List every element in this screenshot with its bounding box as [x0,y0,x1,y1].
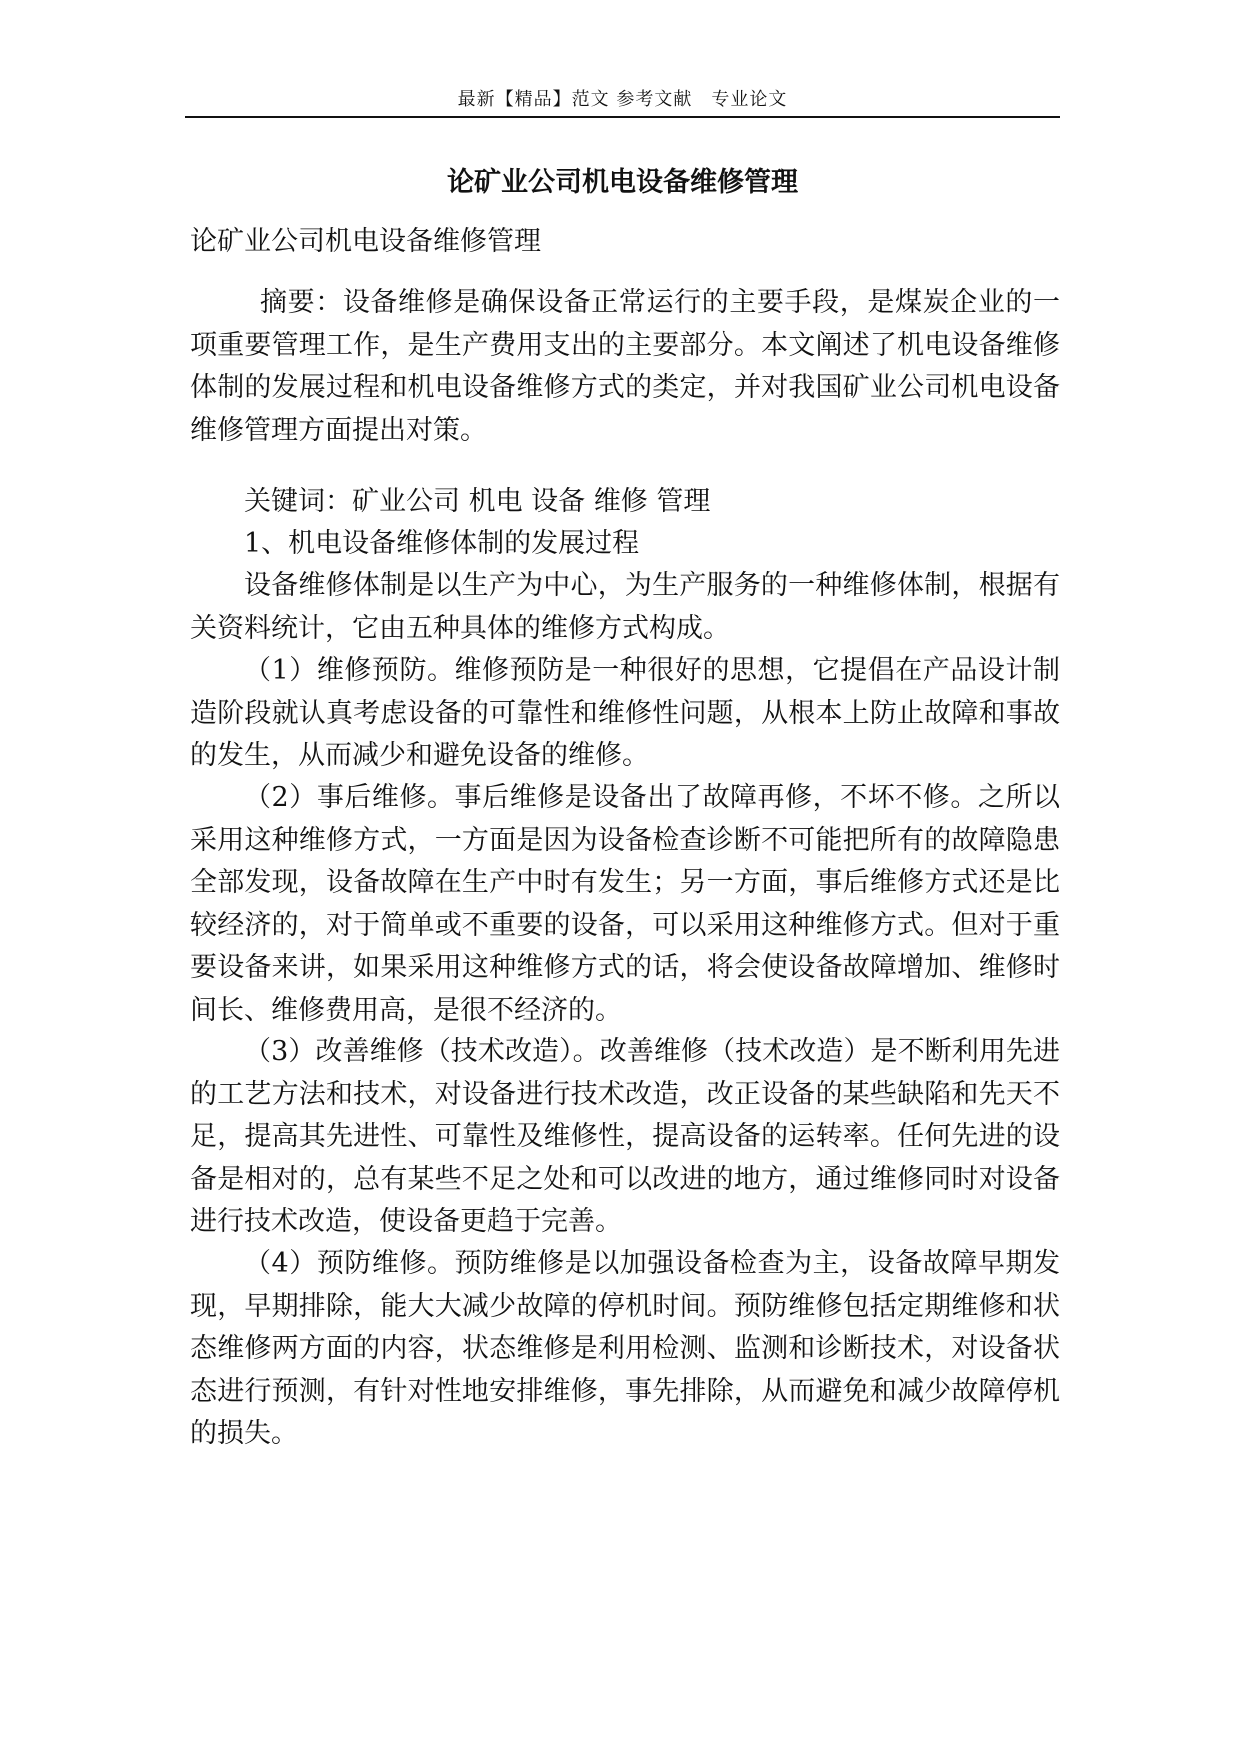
document-subtitle: 论矿业公司机电设备维修管理 [190,226,541,257]
document-title: 论矿业公司机电设备维修管理 [447,167,798,198]
body-paragraph: （2）事后维修。事后维修是设备出了故障再修，不坏不修。之所以采用这种维修方式，一方面是因为设备检查诊断不可能把所有的故障隐患全部发现，设备故障在生产中时有发生；另一方面，事后维修方式还是比较经济的，对于简单或不重要的设备，可以采用这种维修方式。但对于重要设备来讲，如果采用这种维修方式的话，将会使设备故障增加、维修时间长、维修费用高，是很不经济的。 [190,782,1060,1026]
body-paragraph: （1）维修预防。维修预防是一种很好的思想，它提倡在产品设计制造阶段就认真考虑设备的可靠性和维修性问题，从根本上防止故障和事故的发生，从而减少和避免设备的维修。 [190,655,1060,772]
body-paragraph: （4）预防维修。预防维修是以加强设备检查为主，设备故障早期发现，早期排除，能大大减少故障的停机时间。预防维修包括定期维修和状态维修两方面的内容，状态维修是利用检测、监测和诊断技术，对设备状态进行预测，有针对性地安排维修，事先排除，从而避免和减少故障停机的损失。 [190,1248,1060,1450]
section-heading: 1、机电设备维修体制的发展过程 [244,528,640,559]
body-paragraph: （3）改善维修（技术改造）。改善维修（技术改造）是不断利用先进的工艺方法和技术，对设备进行技术改造，改正设备的某些缺陷和先天不足，提高其先进性、可靠性及维修性，提高设备的运转率。任何先进的设备是相对的，总有某些不足之处和可以改进的地方，通过维修同时对设备进行技术改造，使设备更趋于完善。 [190,1036,1060,1238]
abstract-paragraph: 摘要：设备维修是确保设备正常运行的主要手段，是煤炭企业的一项重要管理工作，是生产费用支出的主要部分。本文阐述了机电设备维修体制的发展过程和机电设备维修方式的类定，并对我国矿业公司机电设备维修管理方面提出对策。 [190,287,1060,446]
keywords-line: 关键词：矿业公司 机电 设备 维修 管理 [244,486,711,517]
header-rule [185,116,1060,118]
body-paragraph: 设备维修体制是以生产为中心，为生产服务的一种维修体制，根据有关资料统计，它由五种具体的维修方式构成。 [190,570,1060,644]
running-header: 最新【精品】范文 参考文献 专业论文 [457,89,788,110]
